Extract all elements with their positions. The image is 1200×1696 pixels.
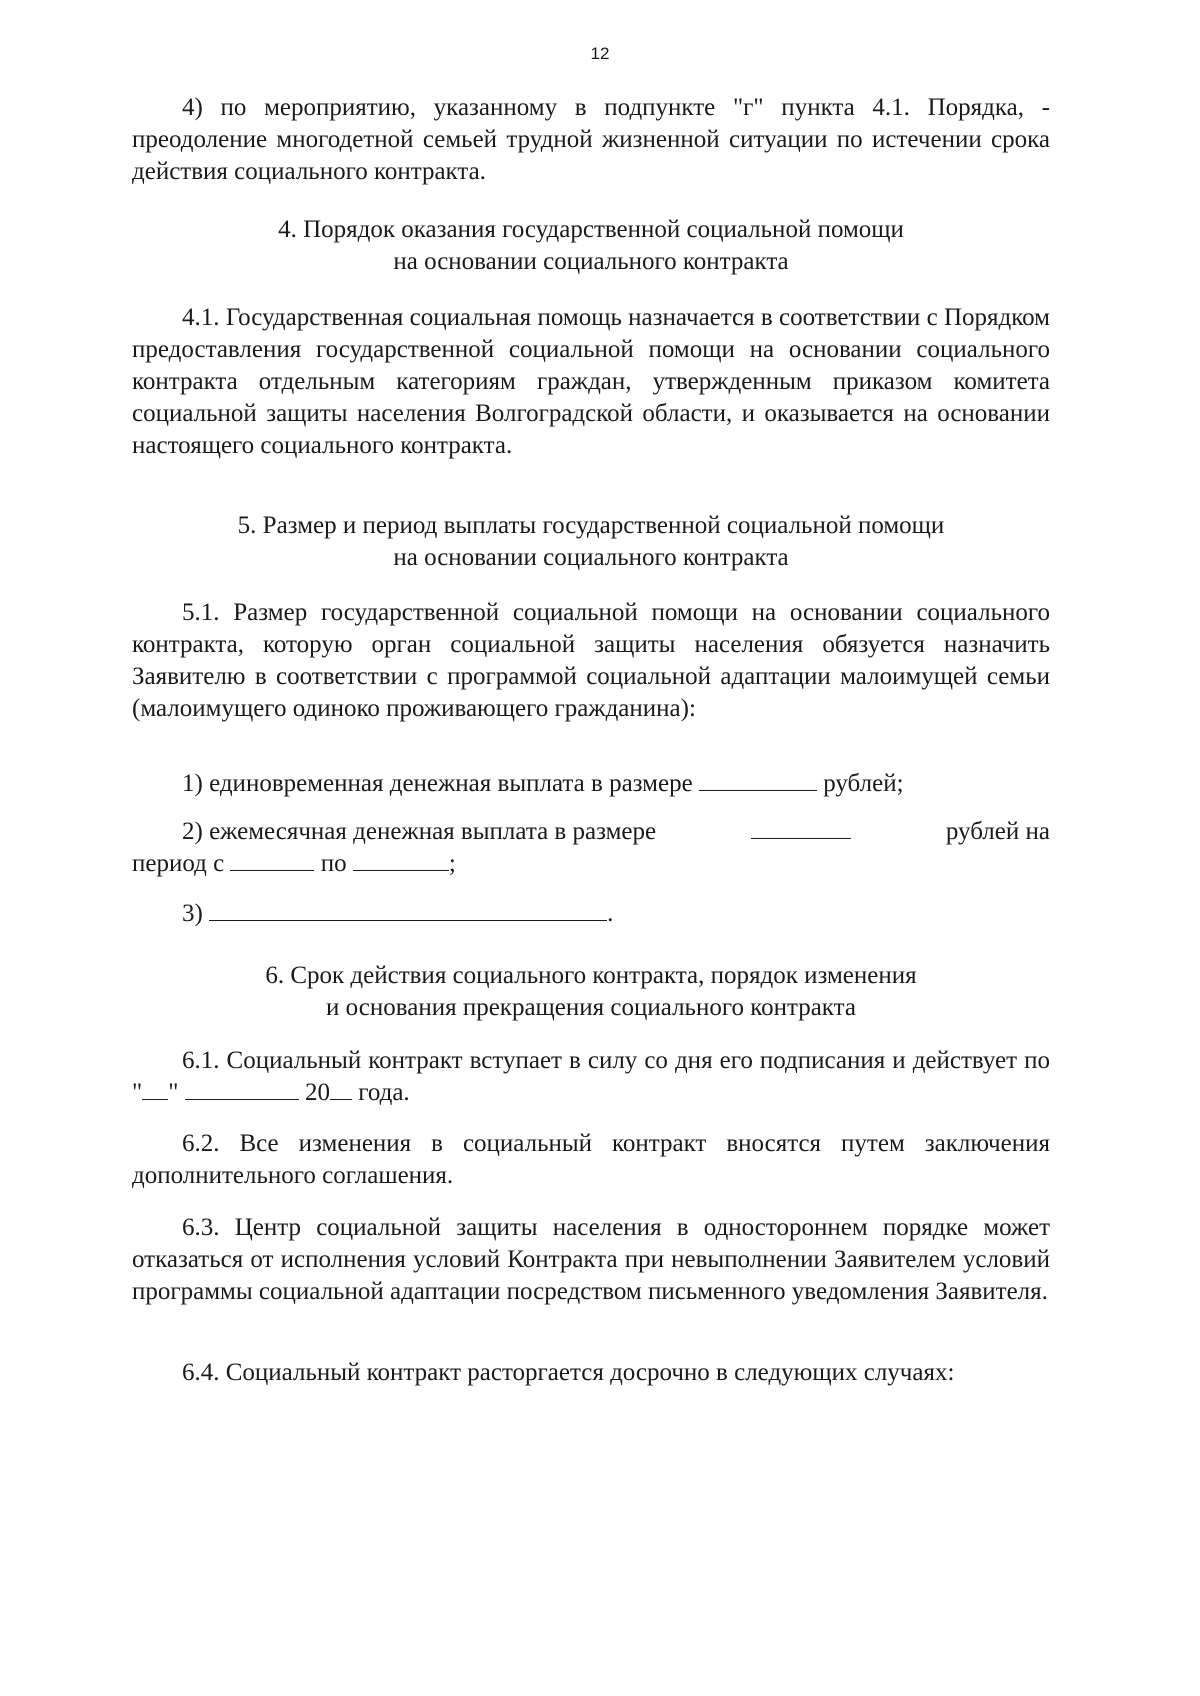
item-2-line2 bbox=[132, 848, 1050, 880]
paragraph-6-2: 6.2. Все изменения в социальный контракт вносятся путем заключения дополнительного соглашения. bbox=[132, 1130, 1050, 1189]
item-1-text: 1) единовременная денежная выплата в размере bbox=[182, 770, 693, 797]
period-to-blank bbox=[353, 848, 449, 871]
item-2-line1 bbox=[132, 816, 1050, 848]
item-2-text: 2) ежемесячная денежная выплата в размере bbox=[182, 818, 657, 845]
page-number: 12 bbox=[590, 44, 610, 63]
section-4-heading-line1: 4. Порядок оказания государственной социальной помощи bbox=[278, 216, 904, 243]
item-3-number: 3) bbox=[182, 900, 203, 927]
item-2 bbox=[132, 816, 1050, 880]
item-1-unit: рублей; bbox=[823, 770, 904, 797]
paragraph-6-1-end: года. bbox=[358, 1079, 410, 1106]
year-blank bbox=[330, 1077, 352, 1100]
section-4-heading-line2: на основании социального контракта bbox=[393, 248, 789, 275]
section-6-heading-line2: и основания прекращения социального контракта bbox=[326, 994, 856, 1021]
section-5-heading bbox=[132, 510, 1050, 574]
section-4-heading bbox=[132, 214, 1050, 278]
paragraph-4-1: 4.1. Государственная социальная помощь назначается в соответствии с Порядком предоставления государственной социальной помощи на основании социального контракта отдельным категориям граждан, утвержденным приказом комитета социальной защиты населения Волгоградской области, и оказывается на основании настоящего социального контракта. bbox=[132, 304, 1050, 459]
section-6-heading bbox=[132, 960, 1050, 1024]
period-from-blank bbox=[230, 848, 314, 871]
period-from-label: период с bbox=[132, 850, 225, 877]
paragraph-6-1-text: 6.1. Социальный контракт вступает в силу со дня его подписания и действует по " bbox=[132, 1047, 1050, 1106]
day-blank bbox=[142, 1077, 168, 1100]
amount-blank bbox=[699, 768, 817, 791]
section-5-heading-line1: 5. Размер и период выплаты государственной социальной помощи bbox=[237, 512, 945, 539]
paragraph-5-1: 5.1. Размер государственной социальной помощи на основании социального контракта, которую орган социальной защиты населения обязуется назначить Заявителю в соответствии с программой социальной адаптации малоимущей семьи (малоимущего одиноко проживающего гражданина): bbox=[132, 599, 1050, 722]
paragraph-6-4: 6.4. Социальный контракт расторгается досрочно в следующих случаях: bbox=[182, 1359, 955, 1386]
monthly-amount-blank bbox=[751, 816, 851, 839]
section-6-heading-line1: 6. Срок действия социального контракта, порядок изменения bbox=[265, 962, 917, 989]
item-1 bbox=[132, 768, 1050, 800]
item-2-unit: рублей на bbox=[945, 818, 1050, 845]
year-prefix: 20 bbox=[304, 1079, 330, 1106]
month-blank bbox=[185, 1077, 299, 1100]
paragraph-6-1 bbox=[132, 1045, 1050, 1109]
item-3-end: . bbox=[607, 900, 614, 927]
paragraph-6-3: 6.3. Центр социальной защиты населения в одностороннем порядке может отказаться от исполнения условий Контракта при невыполнении Заявителем условий программы социальной адаптации посредством письменного уведомления Заявителя. bbox=[132, 1214, 1050, 1305]
paragraph-4: 4) по мероприятию, указанному в подпункте "г" пункта 4.1. Порядка, - преодоление многодетной семьей трудной жизненной ситуации по истечении срока действия социального контракта. bbox=[132, 94, 1050, 185]
item-3-blank bbox=[209, 898, 607, 921]
period-to-label: по bbox=[320, 850, 347, 877]
paragraph-6-1-quote: " bbox=[168, 1079, 179, 1106]
period-end: ; bbox=[448, 850, 456, 877]
item-3 bbox=[132, 898, 1050, 930]
section-5-heading-line2: на основании социального контракта bbox=[393, 544, 789, 571]
